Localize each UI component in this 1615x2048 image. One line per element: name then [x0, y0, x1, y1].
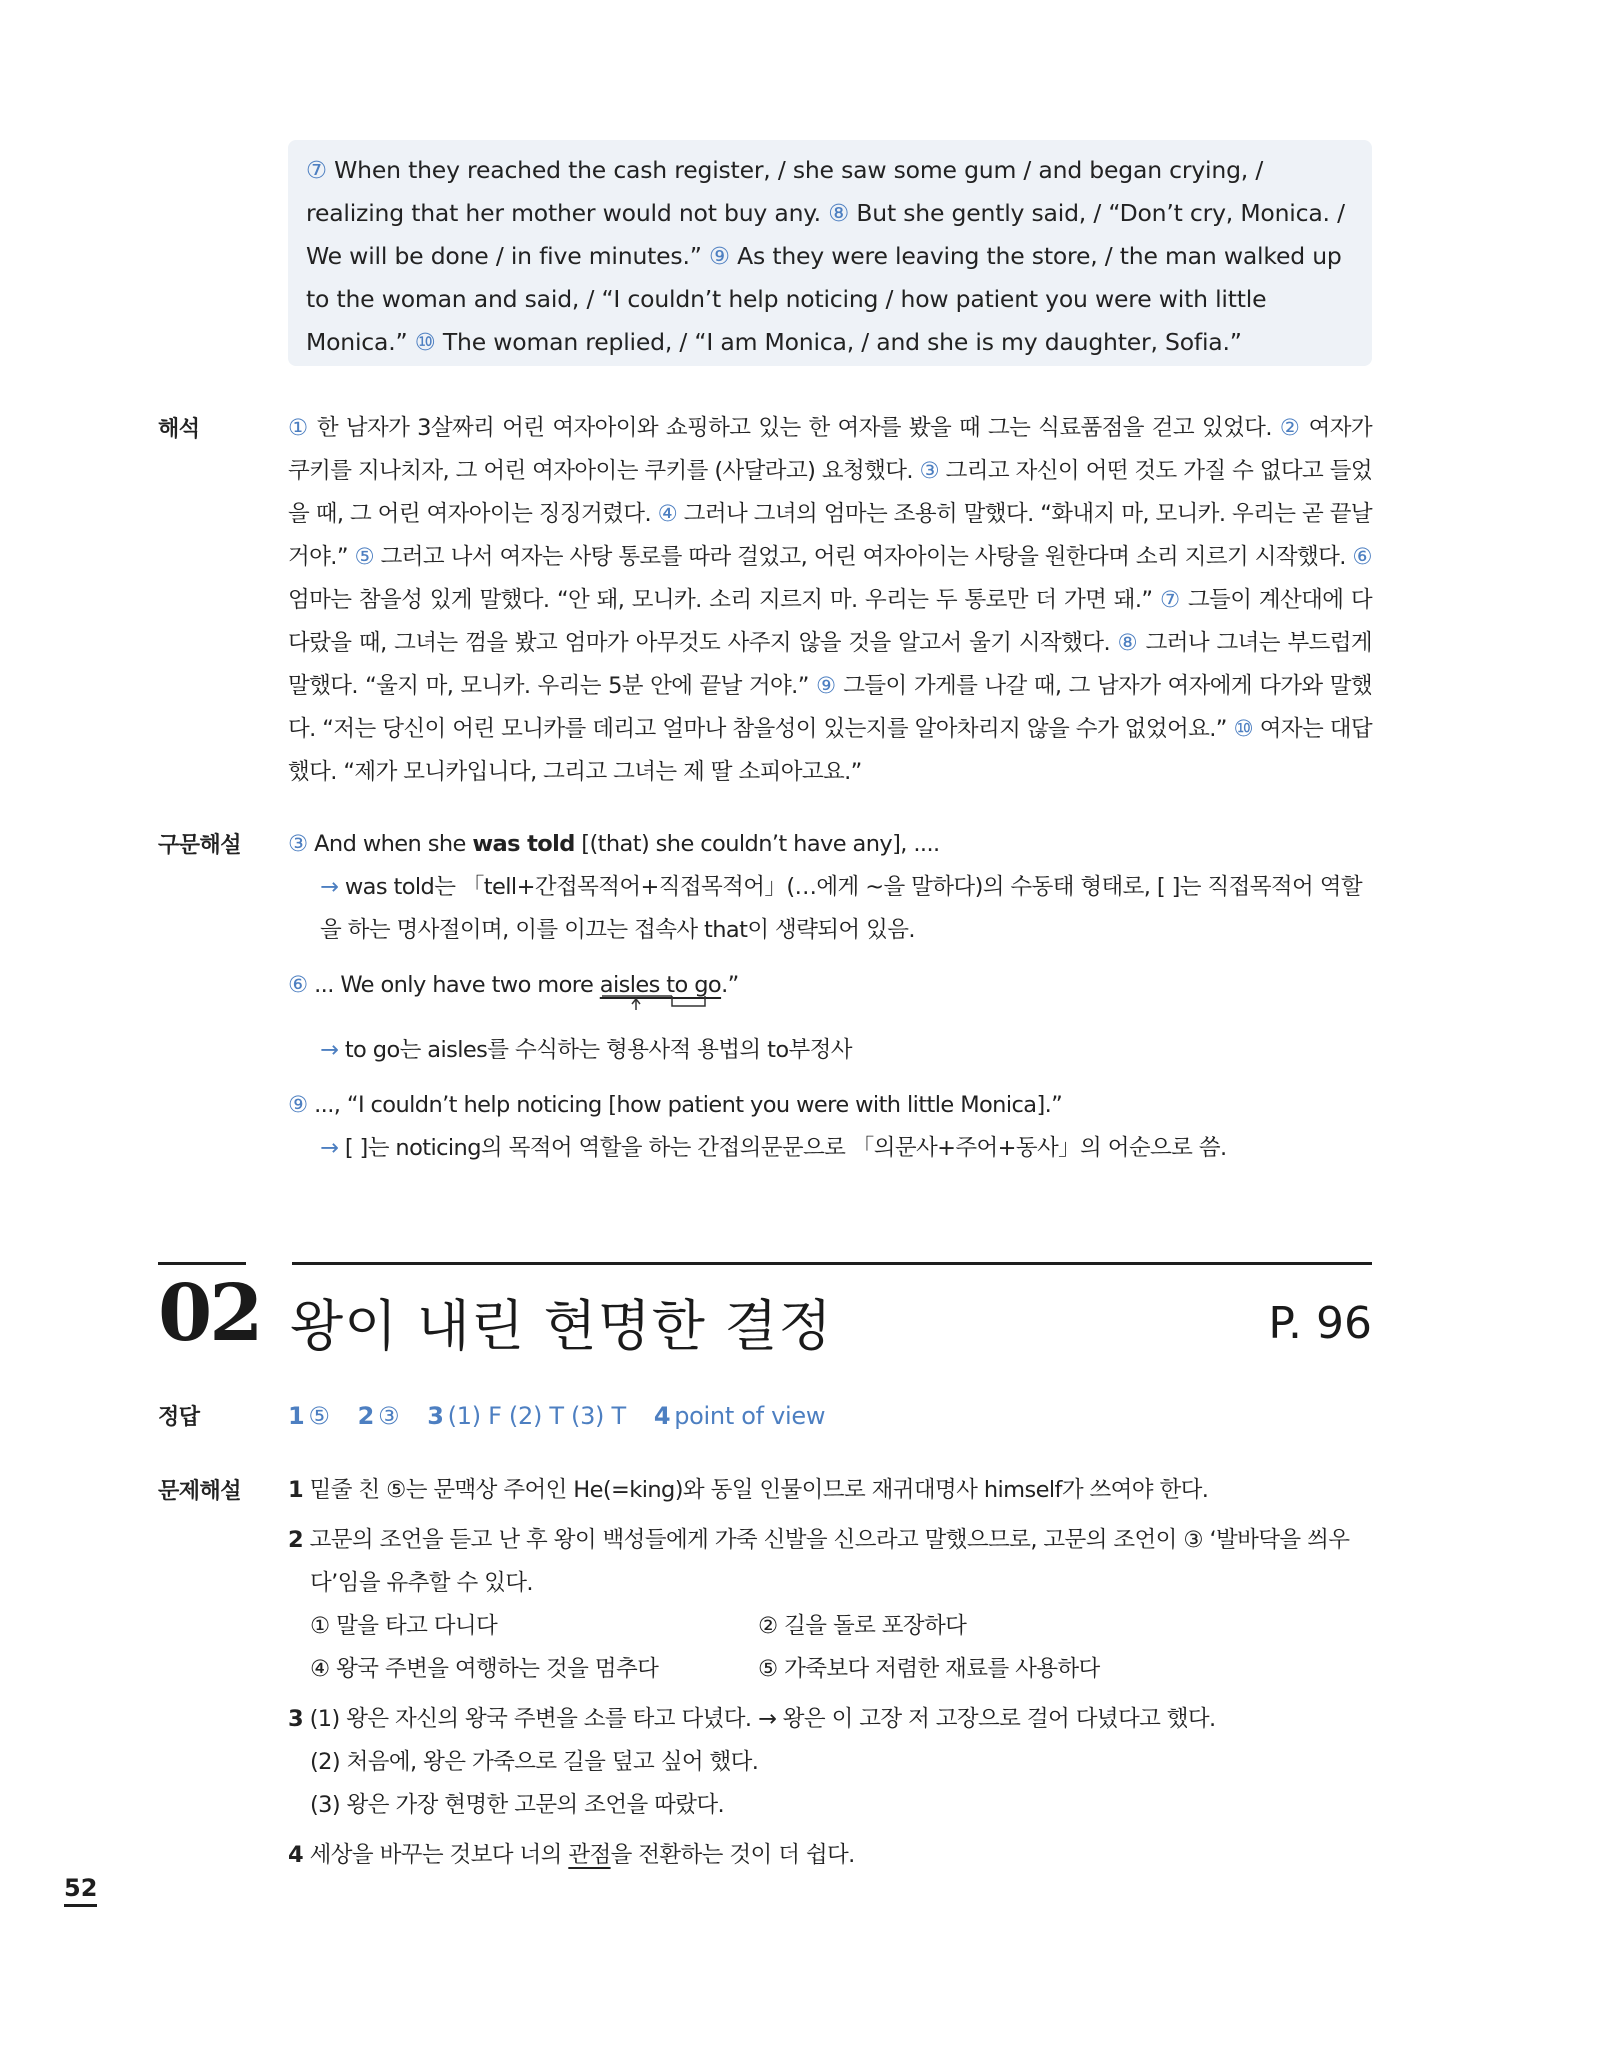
- answer-value: ⑤: [308, 1402, 330, 1430]
- answer-question-number: 1: [288, 1402, 305, 1430]
- translation-section: [158, 407, 1372, 794]
- section-label: 정답: [158, 1405, 200, 1430]
- translation-sentence: 한 남자가 3살짜리 어린 여자아이와 쇼핑하고 있는 한 여자를 봤을 때 그는 식료품점을 걷고 있었다.: [308, 415, 1280, 441]
- explanation-item: [288, 1834, 1372, 1877]
- modifier-arrow-icon: [600, 994, 720, 1016]
- question-number: 3: [288, 1706, 304, 1732]
- option-list: [288, 1605, 1372, 1691]
- divider: [158, 1262, 246, 1265]
- translation-sentence: 여자는 대답했다. “제가 모니카입니다, 그리고 그녀는 제 딸 소피아고요.”: [288, 716, 1372, 785]
- translation-sentence: 그러고 나서 여자는 사탕 통로를 따라 걸었고, 어린 여자아이는 사탕을 원한다며 소리 지르기 시작했다.: [374, 544, 1353, 570]
- explanation-text: (3) 왕은 가장 현명한 고문의 조언을 따랐다.: [310, 1792, 725, 1818]
- page-number: 52: [64, 1874, 97, 1907]
- explanation-item: [288, 1698, 1372, 1741]
- syntax-note: [288, 1127, 1372, 1170]
- sentence-number: ②: [1279, 415, 1301, 441]
- syntax-content: [288, 823, 1372, 1170]
- chapter-title: 왕이 내린 현명한 결정: [290, 1294, 833, 1358]
- syntax-text: [(that) she couldn’t have any], ....: [574, 831, 940, 857]
- translation-sentence: 그러나 그녀의 엄마는 조용히 말했다. “화내지 마, 모니카. 우리는 곧 끝날 거야.”: [288, 501, 1372, 570]
- sentence-number: ④: [657, 501, 678, 527]
- explanation-item: [288, 1519, 1372, 1605]
- arrow-icon: →: [320, 1135, 339, 1161]
- chapter-number: 02: [158, 1268, 261, 1359]
- sentence-number: ⑤: [354, 544, 375, 570]
- sentence-number: ⑧: [1117, 630, 1139, 656]
- sentence-number: ⑥: [1352, 544, 1372, 570]
- syntax-bold: was told: [472, 831, 575, 857]
- explanation-content: [288, 1469, 1372, 1877]
- translation-sentence: 그들이 계산대에 다다랐을 때, 그녀는 껌을 봤고 엄마가 아무것도 사주지 않을 것을 알고서 울기 시작했다.: [288, 587, 1372, 656]
- explanation-text: (2) 처음에, 왕은 가죽으로 길을 덮고 싶어 했다.: [310, 1749, 759, 1775]
- syntax-note: [288, 1029, 1372, 1072]
- answer-question-number: 3: [427, 1402, 444, 1430]
- syntax-text: .”: [721, 972, 739, 998]
- note-text: was told는 「tell+간접목적어+직접목적어」(…에게 ~을 말하다)의 수동태 형태로, [ ]는 직접목적어 역할을 하는 명사절이며, 이를 이끄는 접속사 that이 생략되어 있음.: [320, 874, 1362, 943]
- translation-paragraph: [288, 407, 1372, 794]
- arrow-icon: →: [320, 874, 339, 900]
- sentence-number: ⑧: [828, 199, 850, 227]
- answer-question-number: 2: [357, 1402, 375, 1430]
- question-number: 4: [288, 1842, 304, 1868]
- option-item: ⑤ 가죽보다 저렴한 재료를 사용하다: [758, 1656, 1100, 1682]
- translation-sentence: 여자가 쿠키를 지나치자, 그 어린 여자아이는 쿠키를 (사달라고) 요청했다.: [288, 415, 1372, 484]
- passage-box: [288, 140, 1372, 366]
- answer-value: (1) F (2) T (3) T: [447, 1402, 626, 1430]
- modifier-annotation: [600, 964, 721, 1007]
- syntax-text: ..., “I couldn’t help noticing [how patient you were with little Monica].”: [307, 1092, 1063, 1118]
- explanation-text: 을 전환하는 것이 더 쉽다.: [610, 1842, 855, 1868]
- explanation-text: 세상을 바꾸는 것보다 너의: [303, 1842, 569, 1868]
- sentence: As they were leaving the store, / the man walked up to the woman and said, / “I couldn’t help noticing / how patient you were with little Monica.”: [306, 242, 1342, 356]
- translation-sentence: 엄마는 참을성 있게 말했다. “안 돼, 모니카. 소리 지르지 마. 우리는 두 통로만 더 가면 돼.”: [288, 587, 1160, 613]
- syntax-item: [288, 1084, 1372, 1127]
- translation-sentence: 그리고 자신이 어떤 것도 가질 수 없다고 들었을 때, 그 어린 여자아이는 징징거렸다.: [288, 458, 1373, 527]
- divider: [292, 1262, 1372, 1265]
- sentence-number: ①: [288, 415, 309, 441]
- explanation-section: [158, 1469, 1372, 1877]
- answer-value: ③: [378, 1402, 400, 1430]
- answer-question-number: 4: [653, 1402, 671, 1430]
- explanation-text: 고문의 조언을 듣고 난 후 왕이 백성들에게 가죽 신발을 신으라고 말했으므로, 고문의 조언이 ③ ‘발바닥을 씌우다’임을 유추할 수 있다.: [303, 1527, 1350, 1596]
- question-number: 2: [288, 1527, 304, 1553]
- explanation-text: 밑줄 친 ⑤는 문맥상 주어인 He(=king)와 동일 인물이므로 재귀대명사 himself가 쓰여야 한다.: [303, 1477, 1209, 1503]
- question-number: 1: [288, 1477, 304, 1503]
- option-item: ④ 왕국 주변을 여행하는 것을 멈추다: [310, 1656, 659, 1682]
- explanation-text: (1) 왕은 자신의 왕국 주변을 소를 타고 다녔다. → 왕은 이 고장 저 고장으로 걸어 다녔다고 했다.: [303, 1706, 1216, 1732]
- sentence-number: ⑦: [306, 156, 327, 184]
- underlined-word: 관점: [568, 1842, 611, 1868]
- section-label: 해석: [158, 417, 200, 442]
- option-item: ② 길을 돌로 포장하다: [758, 1613, 967, 1639]
- syntax-text: ... We only have two more: [307, 972, 600, 998]
- syntax-note: [288, 866, 1372, 952]
- syntax-item: [288, 823, 1372, 866]
- note-text: [ ]는 noticing의 목적어 역할을 하는 간접의문문으로 「의문사+주어+동사」의 어순으로 씀.: [344, 1135, 1227, 1161]
- note-text: to go는 aisles를 수식하는 형용사적 용법의 to부정사: [344, 1037, 852, 1063]
- syntax-text: And when she: [307, 831, 473, 857]
- sentence-number: ⑦: [1159, 587, 1181, 613]
- answers-section: [158, 1395, 1372, 1438]
- answers-list: [288, 1395, 1372, 1438]
- sentence-number: ⑨: [815, 673, 837, 699]
- translation-sentence: 그러나 그녀는 부드럽게 말했다. “울지 마, 모니카. 우리는 5분 안에 끝날 거야.”: [288, 630, 1372, 699]
- passage-text: [306, 149, 1358, 364]
- syntax-item: [288, 964, 1372, 1007]
- sentence: When they reached the cash register, / she saw some gum / and began crying, / realizing that her mother would not buy any.: [306, 156, 1264, 227]
- sentence-number: ⑨: [709, 242, 730, 270]
- sentence: The woman replied, / “I am Monica, / and she is my daughter, Sofia.”: [435, 328, 1242, 356]
- translation-sentence: 그들이 가게를 나갈 때, 그 남자가 여자에게 다가와 말했다. “저는 당신이 어린 모니카를 데리고 얼마나 참을성이 있는지를 알아차리지 않을 수가 없었어요.”: [288, 673, 1372, 742]
- arrow-icon: →: [320, 1037, 339, 1063]
- annotated-phrase: aisles to go: [599, 972, 722, 998]
- sentence-number: ③: [919, 458, 940, 484]
- sentence-number: ⑩: [414, 328, 436, 356]
- translation-content: [288, 407, 1372, 794]
- answer-value: point of view: [674, 1402, 826, 1430]
- sentence-number: ③: [288, 831, 308, 857]
- section-label: 문제해설: [158, 1479, 242, 1504]
- explanation-item: [288, 1469, 1372, 1512]
- sentence-number: ⑥: [288, 972, 308, 998]
- sentence: But she gently said, / “Don’t cry, Monica. / We will be done / in five minutes.”: [306, 199, 1345, 270]
- syntax-section: [158, 823, 1372, 1170]
- sentence-number: ⑩: [1233, 716, 1254, 742]
- option-item: ① 말을 타고 다니다: [310, 1613, 498, 1639]
- section-label: 구문해설: [158, 833, 242, 858]
- sentence-number: ⑨: [288, 1092, 308, 1118]
- page-reference: P. 96: [1268, 1298, 1372, 1349]
